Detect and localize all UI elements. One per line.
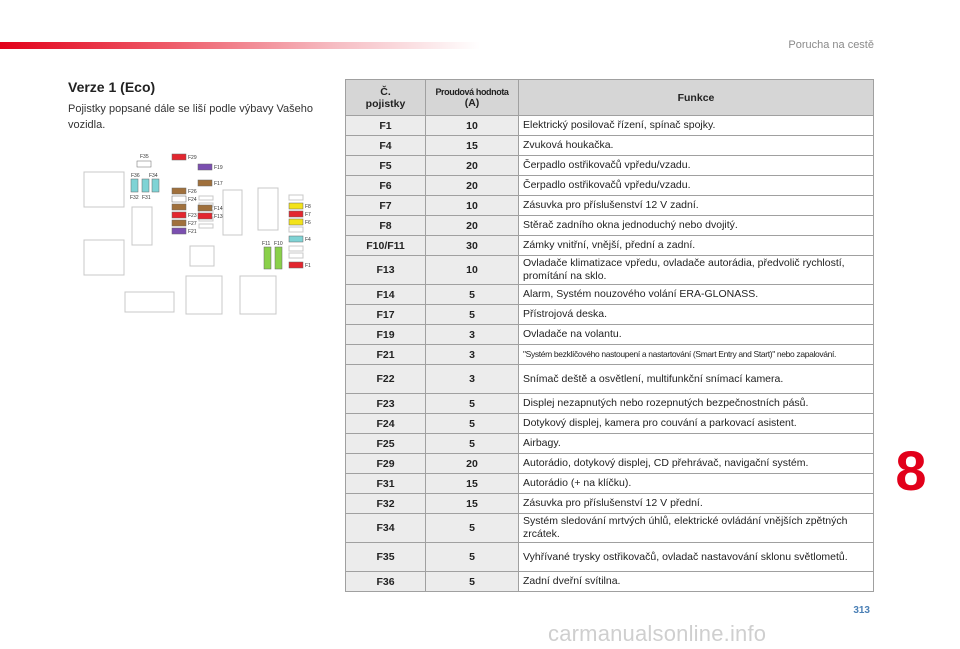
table-row (346, 325, 874, 345)
fuse-function: Zvuková houkačka. (519, 136, 874, 156)
fuse-label: F31 (142, 195, 151, 201)
fuse-box-diagram (82, 150, 322, 320)
table-row (346, 196, 874, 216)
fuse (198, 164, 212, 170)
fuse-amperage: 5 (426, 394, 519, 414)
fuse (172, 154, 186, 160)
fuse-amperage: 20 (426, 216, 519, 236)
table-row (346, 514, 874, 543)
fuse-number: F29 (346, 454, 426, 474)
fuse-function: Přístrojová deska. (519, 305, 874, 325)
fuse-number: F23 (346, 394, 426, 414)
fuse-function: Dotykový displej, kamera pro couvání a parkovací asistent. (519, 414, 874, 434)
fuse-label: F7 (305, 212, 311, 218)
fuse-function: Stěrač zadního okna jednoduchý nebo dvojitý. (519, 216, 874, 236)
fuse (289, 203, 303, 209)
fuse-function: Čerpadlo ostřikovačů vpředu/vzadu. (519, 156, 874, 176)
fuse (131, 179, 138, 192)
fuse-label: F29 (188, 155, 197, 161)
fuse-label: F35 (140, 154, 149, 160)
table-row (346, 156, 874, 176)
diagram-block (240, 276, 276, 314)
fuse-label: F1 (305, 263, 311, 269)
fuse-function: Airbagy. (519, 434, 874, 454)
fuse-number: F10/F11 (346, 236, 426, 256)
fuse (198, 180, 212, 186)
fuse-amperage: 10 (426, 256, 519, 285)
diagram-block (289, 253, 303, 258)
diagram-block (84, 240, 124, 275)
fuse (172, 188, 186, 194)
fuse-label: F21 (188, 229, 197, 235)
diagram-block (132, 207, 152, 245)
fuse-function: Alarm, Systém nouzového volání ERA-GLONASS. (519, 285, 874, 305)
fuse-amperage: 30 (426, 236, 519, 256)
fuse-number: F5 (346, 156, 426, 176)
fuse-label: F14 (214, 206, 223, 212)
fuse (142, 179, 149, 192)
diagram-block (84, 172, 124, 207)
table-header-row (346, 80, 874, 116)
fuse-function: Čerpadlo ostřikovačů vpředu/vzadu. (519, 176, 874, 196)
fuse (289, 211, 303, 217)
diagram-block (125, 292, 174, 312)
header-amperage: Proudová hodnota (A) (426, 80, 519, 116)
fuse (289, 262, 303, 268)
fuse-function: Vyhřívané trysky ostřikovačů, ovladač nastavování sklonu světlometů. (519, 543, 874, 572)
fuse-function: Snímač deště a osvětlení, multifunkční snímací kamera. (519, 365, 874, 394)
fuse-number: F21 (346, 345, 426, 365)
fuse-amperage: 5 (426, 305, 519, 325)
fuse (172, 204, 186, 210)
fuse-amperage: 3 (426, 365, 519, 394)
fuse-function: "Systém bezklíčového nastoupení a nastartování (Smart Entry and Start)" nebo zapalování. (519, 345, 874, 365)
fuse-label: F34 (149, 173, 158, 179)
fuse-amperage: 20 (426, 176, 519, 196)
fuse-function: Autorádio (+ na klíčku). (519, 474, 874, 494)
header-function: Funkce (519, 80, 874, 116)
fuse-label: F11 (262, 241, 271, 247)
fuse (275, 247, 282, 269)
table-row (346, 394, 874, 414)
fuse-amperage: 5 (426, 414, 519, 434)
fuse-label: F4 (305, 237, 311, 243)
fuse-amperage: 5 (426, 434, 519, 454)
table-row (346, 305, 874, 325)
fuse-number: F24 (346, 414, 426, 434)
fuse-number: F36 (346, 572, 426, 592)
fuse-number: F4 (346, 136, 426, 156)
fuse-amperage: 15 (426, 136, 519, 156)
fuse-number: F19 (346, 325, 426, 345)
fuse-function: Ovladače na volantu. (519, 325, 874, 345)
fuse-label: F26 (188, 189, 197, 195)
table-row (346, 454, 874, 474)
fuse (152, 179, 159, 192)
table-row (346, 474, 874, 494)
section-title: Verze 1 (Eco) (68, 79, 156, 95)
diagram-block (223, 190, 242, 235)
fuse-number: F13 (346, 256, 426, 285)
fuse-label: F19 (214, 165, 223, 171)
table-row (346, 136, 874, 156)
fuse-function: Autorádio, dotykový displej, CD přehrávač, navigační systém. (519, 454, 874, 474)
table-row (346, 414, 874, 434)
fuse (198, 205, 212, 211)
header-accent-bar (0, 42, 480, 49)
fuse (137, 161, 151, 167)
table-row (346, 116, 874, 136)
chapter-number: 8 (895, 439, 927, 502)
fuse-label: F6 (305, 220, 311, 226)
fuse-label: F23 (188, 213, 197, 219)
fuse-number: F14 (346, 285, 426, 305)
fuse-amperage: 5 (426, 285, 519, 305)
fuse-amperage: 15 (426, 494, 519, 514)
fuse-label: F17 (214, 181, 223, 187)
diagram-block (289, 195, 303, 200)
fuse-label: F32 (130, 195, 139, 201)
fuse-function: Zásuvka pro příslušenství 12 V přední. (519, 494, 874, 514)
table-row (346, 176, 874, 196)
table-row (346, 236, 874, 256)
fuse-function: Systém sledování mrtvých úhlů, elektrické ovládání vnějších zpětných zrcátek. (519, 514, 874, 543)
fuse-amperage: 20 (426, 156, 519, 176)
chapter-title: Porucha na cestě (788, 39, 874, 51)
fuse-amperage: 10 (426, 196, 519, 216)
table-row (346, 256, 874, 285)
fuse-number: F32 (346, 494, 426, 514)
table-row (346, 494, 874, 514)
header-fuse-number: Č. pojistky (346, 80, 426, 116)
fuse (172, 196, 186, 202)
fuse-function: Ovladače klimatizace vpředu, ovladače autorádia, předvolič rychlostí, promítání na sklo. (519, 256, 874, 285)
fuse-amperage: 5 (426, 543, 519, 572)
fuse-rows (346, 116, 874, 592)
diagram-block (190, 246, 214, 266)
fuse (289, 236, 303, 242)
page-number: 313 (853, 605, 870, 616)
fuse-number: F6 (346, 176, 426, 196)
fuse-number: F35 (346, 543, 426, 572)
fuse (264, 247, 271, 269)
fuse-number: F17 (346, 305, 426, 325)
fuse-amperage: 5 (426, 572, 519, 592)
diagram-block (186, 276, 222, 314)
fuse-function: Zámky vnitřní, vnější, přední a zadní. (519, 236, 874, 256)
table-row (346, 216, 874, 236)
watermark: carmanualsonline.info (548, 621, 767, 646)
fuse-amperage: 20 (426, 454, 519, 474)
fuse-amperage: 3 (426, 345, 519, 365)
fuse-label: F36 (131, 173, 140, 179)
fuse-table (345, 79, 874, 592)
fuse-amperage: 15 (426, 474, 519, 494)
diagram-block (199, 224, 213, 228)
fuse-amperage: 3 (426, 325, 519, 345)
fuse-function: Elektrický posilovač řízení, spínač spojky. (519, 116, 874, 136)
diagram-block (258, 188, 278, 230)
fuse-amperage: 5 (426, 514, 519, 543)
fuse-number: F25 (346, 434, 426, 454)
fuse-number: F22 (346, 365, 426, 394)
fuse-label: F8 (305, 204, 311, 210)
fuse-number: F31 (346, 474, 426, 494)
fuse (172, 228, 186, 234)
fuse-label: F10 (274, 241, 283, 247)
fuse (172, 220, 186, 226)
diagram-block (289, 227, 303, 232)
table-row (346, 543, 874, 572)
fuse-number: F7 (346, 196, 426, 216)
fuse-function: Zadní dveřní svítilna. (519, 572, 874, 592)
fuse-label: F24 (188, 197, 197, 203)
diagram-block (289, 246, 303, 251)
fuse-function: Zásuvka pro příslušenství 12 V zadní. (519, 196, 874, 216)
fuse (289, 219, 303, 225)
table-row (346, 572, 874, 592)
section-intro: Pojistky popsané dále se liší podle výbavy Vašeho vozidla. (68, 103, 313, 131)
fuse-function: Displej nezapnutých nebo rozepnutých bezpečnostních pásů. (519, 394, 874, 414)
table-row (346, 434, 874, 454)
table-row (346, 345, 874, 365)
fuse-label: F27 (188, 221, 197, 227)
table-row (346, 285, 874, 305)
fuse-number: F1 (346, 116, 426, 136)
fuse (198, 213, 212, 219)
fuse-number: F34 (346, 514, 426, 543)
fuse-number: F8 (346, 216, 426, 236)
fuse-label: F13 (214, 214, 223, 220)
diagram-block (199, 196, 213, 200)
table-row (346, 365, 874, 394)
fuse-amperage: 10 (426, 116, 519, 136)
fuse (172, 212, 186, 218)
